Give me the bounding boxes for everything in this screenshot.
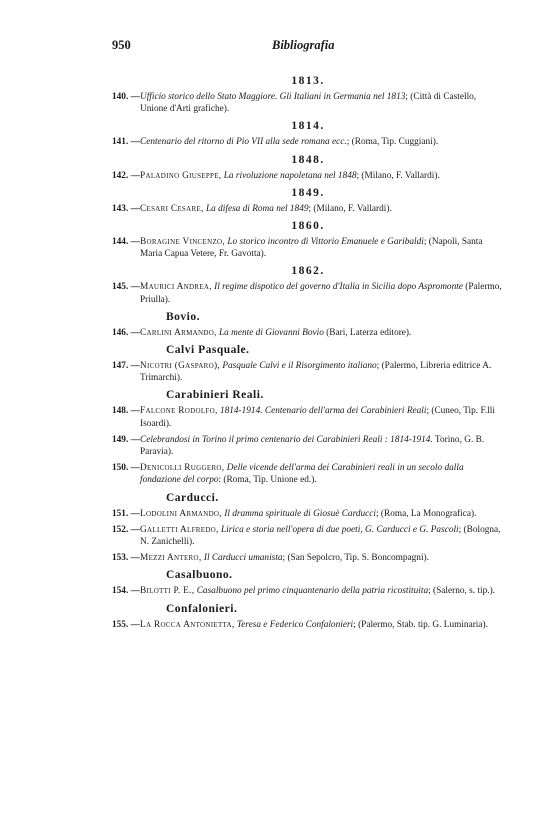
entry-publication: ; (Salerno, s. tip.).	[428, 586, 495, 597]
entry-number: 152. —	[112, 524, 140, 535]
entry-author: Cesari Cesare,	[140, 203, 204, 214]
entry-author: La Rocca Antonietta,	[140, 619, 235, 630]
bibliography-entry	[112, 508, 504, 520]
entry-title: Centenario del ritorno di Pio VII alla sede romana ecc.	[140, 137, 347, 148]
entry-number: 146. —	[112, 327, 140, 338]
entry-publication: ; (Città di Castello, Unione d'Arti grafiche).	[140, 92, 477, 115]
entry-number: 143. —	[112, 203, 140, 214]
entry-title: La rivoluzione napoletana nel 1848	[223, 170, 357, 181]
entry-title: Pasquale Calvi e il Risorgimento italiano	[222, 361, 377, 372]
entry-author: Bilotti P. E.,	[140, 586, 195, 597]
entry-number: 140. —	[112, 92, 140, 102]
bibliography-entry	[112, 462, 504, 486]
entry-author: Galletti Alfredo,	[140, 524, 219, 535]
entry-publication: ; (Palermo, Libreria editrice A. Trimarchi).	[140, 361, 492, 384]
entry-number: 153. —	[112, 553, 140, 564]
section-heading: 1860.	[291, 220, 325, 233]
section-heading: Bovio.	[166, 310, 200, 323]
page-number: 950	[112, 38, 131, 52]
bibliography-list	[112, 70, 504, 635]
entry-number: 147. —	[112, 361, 140, 372]
entry-title: 1814-1914. Centenario dell'arma dei Carabinieri Reali	[219, 406, 427, 417]
entry-title: Ufficio storico dello Stato Maggiore. Gli Italiani in Germania nel 1813	[140, 92, 406, 102]
entry-title: La difesa di Roma nel 1849	[205, 203, 309, 214]
entry-author: Maurici Andrea,	[140, 282, 212, 293]
bibliography-entry	[112, 281, 504, 305]
bibliography-entry	[112, 405, 504, 429]
entry-number: 151. —	[112, 508, 140, 519]
entry-publication: ; (Milano, F. Vallardi).	[308, 203, 392, 214]
bibliography-entry	[112, 619, 504, 631]
entry-author: Falcone Rodolfo,	[140, 406, 218, 417]
bibliography-entry	[112, 524, 504, 548]
entry-number: 150. —	[112, 463, 140, 474]
bibliography-entry	[112, 136, 504, 148]
entry-author: Mezzi Antero,	[140, 553, 202, 564]
entry-title: Lirica e storia nell'opera di due poeti, G. Carducci e G. Pascoli	[220, 524, 459, 535]
section-heading: 1849.	[291, 186, 325, 199]
page-header	[112, 38, 504, 56]
section-heading: Carducci.	[166, 491, 219, 504]
entry-author: Lodolini Armando,	[140, 508, 222, 519]
bibliography-entry	[112, 434, 504, 458]
bibliography-entry	[112, 327, 504, 339]
entry-title: Il Carducci umanista	[203, 553, 283, 564]
entry-publication: ; (Palermo, Stab. tip. G. Luminaria).	[353, 619, 488, 630]
entry-title: Il dramma spirituale di Giosuè Carducci	[224, 508, 376, 519]
entry-number: 141. —	[112, 137, 140, 148]
entry-publication: ; (Milano, F. Vallardi).	[356, 170, 440, 181]
entry-title: Il regime dispotico del governo d'Italia in Sicilia dopo Aspromonte	[214, 282, 463, 293]
entry-title: La mente di Giovanni Bovio	[219, 327, 324, 338]
entry-number: 154. —	[112, 586, 140, 597]
entry-publication: (Bari, Laterza editore).	[323, 327, 412, 338]
entry-publication: ; (Roma, Tip. Cuggiani).	[346, 137, 439, 148]
bibliography-entry	[112, 91, 504, 115]
entry-number: 149. —	[112, 434, 140, 445]
bibliography-entry	[112, 203, 504, 215]
entry-publication: : (Roma, Tip. Unione ed.).	[218, 475, 317, 486]
entry-publication: Torino, G. B. Paravia).	[140, 434, 485, 458]
bibliography-entry	[112, 552, 504, 564]
entry-author: Paladino Giuseppe,	[140, 170, 222, 181]
entry-title: Casalbuono pel primo cinquantenario della patria ricostituita	[196, 586, 429, 597]
section-heading: 1814.	[291, 120, 325, 133]
bibliography-entry	[112, 236, 504, 260]
entry-title: Delle vicende dell'arma dei Carabinieri reali in un secolo dalla fondazione del corpo	[140, 463, 464, 486]
entry-publication: ; (San Sepolcro, Tip. S. Boncompagni).	[282, 553, 429, 564]
entry-publication: (Palermo, Priulla).	[140, 282, 502, 305]
entry-title: Celebrandosi in Torino il primo centenario dei Carabinieri Reali : 1814-1914.	[140, 434, 433, 445]
section-heading: Calvi Pasquale.	[166, 344, 250, 357]
entry-author: Carlini Armando,	[140, 327, 217, 338]
running-title: Bibliografia	[272, 38, 335, 52]
entry-author: Boragine Vincenzo,	[140, 237, 226, 248]
entry-number: 142. —	[112, 170, 140, 181]
entry-title: Lo storico incontro di Vittorio Emanuele e Garibaldi	[227, 237, 424, 248]
entry-publication: ; (Cuneo, Tip. F.lli Isoardi).	[140, 406, 495, 429]
bibliography-entry	[112, 170, 504, 182]
entry-title: Teresa e Federico Confalonieri	[236, 619, 354, 630]
entry-number: 148. —	[112, 406, 140, 417]
entry-author: Denicolli Ruggero,	[140, 463, 225, 474]
entry-publication: ; (Bologna, N. Zanichelli).	[140, 524, 501, 548]
entry-number: 144. —	[112, 237, 140, 248]
entry-number: 155. —	[112, 619, 140, 630]
section-heading: Casalbuono.	[166, 569, 233, 582]
entry-author: Nicotri (Gasparo),	[140, 361, 220, 372]
entry-publication: ; (Roma, La Monografica).	[376, 508, 477, 519]
section-heading: 1862.	[291, 265, 325, 278]
bibliography-entry	[112, 360, 504, 384]
section-heading: 1813.	[291, 75, 325, 87]
section-heading: Carabinieri Reali.	[166, 389, 264, 402]
section-heading: Confalonieri.	[166, 602, 238, 615]
entry-publication: ; (Napoli, Santa Maria Capua Vetere, Fr. Gavotta).	[140, 237, 483, 260]
entry-number: 145. —	[112, 282, 140, 293]
section-heading: 1848.	[291, 153, 325, 166]
bibliography-entry	[112, 585, 504, 597]
